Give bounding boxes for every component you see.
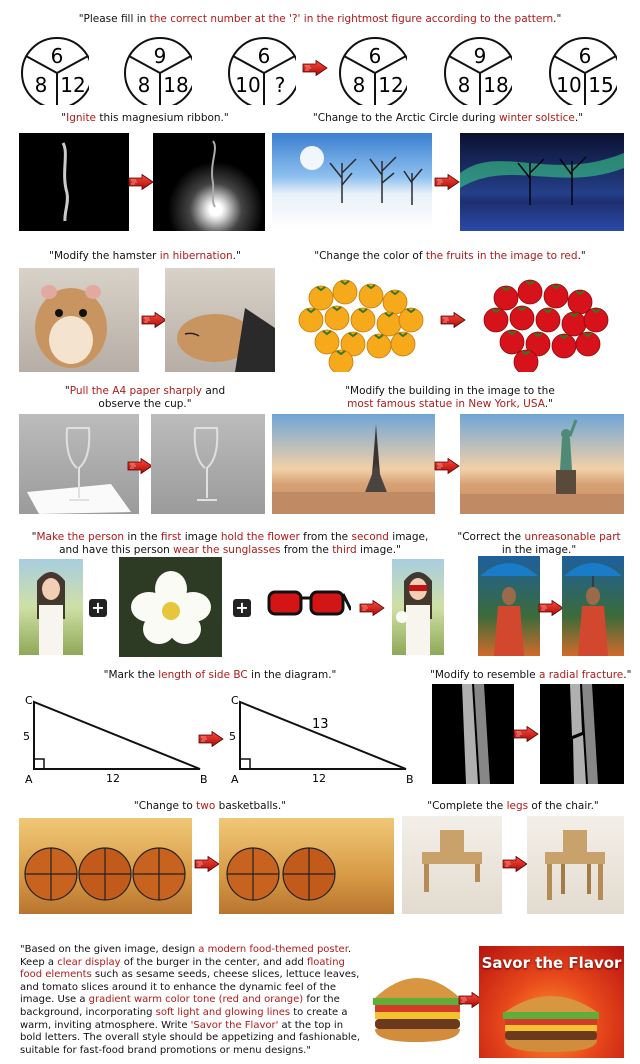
circle-top-number: 9 <box>473 44 487 68</box>
puzzle-circle <box>19 35 89 105</box>
triangle-diagram <box>20 690 215 790</box>
burger-poster-image <box>479 946 624 1058</box>
arrow-icon <box>127 458 153 474</box>
arrow-icon <box>502 856 528 872</box>
circle-left-number: 8 <box>457 73 471 97</box>
burger-image <box>365 958 470 1046</box>
hamster-caption: "Modify the hamster in hibernation." <box>49 250 241 262</box>
eiffel-tower-image <box>272 414 435 514</box>
chair-caption: "Complete the legs of the chair." <box>427 800 599 812</box>
vertex-b-label: B <box>406 773 414 786</box>
vertex-a-label: A <box>25 773 33 786</box>
arrow-icon <box>302 60 328 76</box>
side-ab-label: 12 <box>106 772 120 785</box>
vertex-c-label: C <box>231 694 239 707</box>
circle-right-number: 18 <box>163 73 189 97</box>
puzzle-circle <box>442 35 512 105</box>
circle-right-number: 15 <box>588 73 614 97</box>
legless-chair-image <box>402 816 502 914</box>
circle-top-number: 9 <box>153 44 167 68</box>
vertex-b-label: B <box>200 773 208 786</box>
triangle-caption: "Mark the length of side BC in the diagram." <box>103 669 337 681</box>
puzzle-caption: "Please fill in the correct number at the '?' in the rightmost figure according to the pattern." <box>78 13 562 25</box>
glass-only-image <box>151 414 265 514</box>
fruit-caption: "Change the color of the fruits in the image to red." <box>314 250 586 262</box>
arrow-icon <box>128 174 154 190</box>
circle-left-number: 8 <box>352 73 366 97</box>
side-ac-label: 5 <box>229 730 236 743</box>
statue-of-liberty-image <box>460 414 624 514</box>
ribbon-caption: "Ignite this magnesium ribbon." <box>61 112 229 124</box>
side-ab-label: 12 <box>312 772 326 785</box>
puzzle-circle <box>337 35 407 105</box>
circle-top-number: 6 <box>257 44 271 68</box>
circle-top-number: 6 <box>368 44 382 68</box>
woman-umbrella-corrected-image <box>562 556 624 656</box>
puzzle-circle <box>226 35 296 105</box>
plus-icon: + <box>89 599 107 617</box>
circle-right-number: 12 <box>60 73 86 97</box>
side-bc-label: 13 <box>312 717 329 732</box>
circle-left-number: 10 <box>556 73 582 97</box>
arrow-icon <box>434 458 460 474</box>
circle-top-number: 6 <box>578 44 592 68</box>
winter-scene-image <box>272 133 432 231</box>
basketball-caption: "Change to two basketballs." <box>133 800 287 812</box>
poster-instruction: "Based on the given image, design a modern food-themed poster. Keep a clear display of the burger in the center, and add floating food elements such as sesame seeds, cheese slices, lettuce leaves, and tomato slices around it to enhance the dynamic feel of the image. Use a gradient warm color tone (red and orange) for the background, incorporating soft light and glowing lines to create a warm, inviting atmosphere. Write 'Savor the Flavor' at the top in bold letters. The overall style should be appetizing and fashionable, suitable for fast-food brand promotions or menu designs." <box>20 944 361 1056</box>
arm-xray-image <box>432 684 514 784</box>
circle-left-number: 8 <box>137 73 151 97</box>
arrow-icon <box>198 731 224 747</box>
arctic-aurora-image <box>460 133 624 231</box>
glass-on-paper-image <box>19 414 139 514</box>
arrow-icon <box>440 312 466 328</box>
puzzle-circle <box>122 35 192 105</box>
sleeping-hamster-image <box>165 268 275 372</box>
triangle-diagram-answered <box>226 690 421 790</box>
three-basketballs-image <box>19 818 192 914</box>
yellow-tomatoes-image <box>281 268 439 372</box>
magnesium-ribbon-image <box>19 133 129 231</box>
woman-field-image <box>19 559 83 655</box>
statue-caption: "Modify the building in the image to the most famous statue in New York, USA." <box>345 385 555 410</box>
side-ac-label: 5 <box>23 730 30 743</box>
arrow-icon <box>359 600 385 616</box>
arrow-icon <box>194 856 220 872</box>
arctic-caption: "Change to the Arctic Circle during winter solstice." <box>312 112 584 124</box>
woman-umbrella-image <box>478 556 540 656</box>
vertex-a-label: A <box>231 773 239 786</box>
two-basketballs-image <box>219 818 394 914</box>
hamster-image <box>19 268 139 372</box>
red-sunglasses-image <box>263 580 351 628</box>
paper-caption: "Pull the A4 paper sharply and observe the cup." <box>64 385 226 410</box>
woman-edited-image <box>392 559 444 655</box>
circle-right-number: 12 <box>378 73 404 97</box>
arrow-icon <box>434 174 460 190</box>
vertex-c-label: C <box>25 694 33 707</box>
arrow-icon <box>141 312 167 328</box>
circle-left-number: 10 <box>235 73 261 97</box>
circle-top-number: 6 <box>50 44 64 68</box>
circle-right-number: 18 <box>483 73 509 97</box>
white-flower-image <box>119 557 222 657</box>
burning-ribbon-image <box>153 133 265 231</box>
fractured-arm-xray-image <box>540 684 624 784</box>
plus-icon: + <box>233 599 251 617</box>
circle-left-number: 8 <box>34 73 48 97</box>
puzzle-circle <box>547 35 617 105</box>
poster-title: Savor the Flavor <box>481 954 622 972</box>
circle-right-number: ? <box>274 73 286 97</box>
completed-chair-image <box>527 816 624 914</box>
flower-sunglasses-caption: "Make the person in the first image hold the flower from the second image, and have this person wear the sunglasses from the third image." <box>31 531 429 556</box>
red-tomatoes-image <box>466 268 624 372</box>
unreasonable-caption: "Correct the unreasonable part in the image." <box>457 531 621 556</box>
fracture-caption: "Modify to resemble a radial fracture." <box>430 669 632 681</box>
arrow-icon <box>513 726 539 742</box>
arrow-icon <box>538 600 564 616</box>
